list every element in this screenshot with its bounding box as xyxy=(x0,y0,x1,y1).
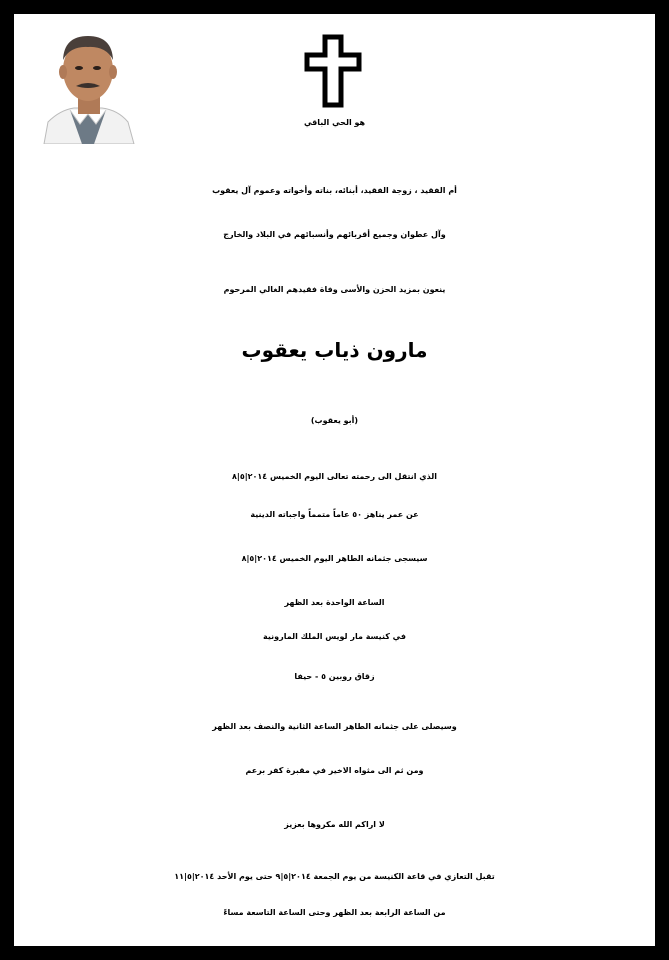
condolences-line-1: تقبل التعازي في قاعة الكنيسة من يوم الجمعة ٢٠١٤|٥|٩ حتى يوم الأحد ٢٠١٤|٥|١١ xyxy=(174,872,495,881)
deceased-name: مارون ذياب يعقوب xyxy=(241,338,428,362)
burial-line: ومن ثم الى مثواه الاخير في مقبرة كفر برعم xyxy=(245,766,424,775)
detail-line-2: عن عمر يناهز ٥٠ عاماً متمماً واجباته الدينية xyxy=(250,510,419,519)
condolences-line-2: من الساعة الرابعة بعد الظهر وحتى الساعة التاسعة مساءً xyxy=(223,908,446,917)
obituary-notice xyxy=(14,14,655,946)
header-text: هو الحي الباقي xyxy=(303,118,366,127)
prayer-line: وسيصلى على جثمانه الطاهر الساعة الثانية والنصف بعد الظهر xyxy=(212,722,457,731)
deceased-nickname: (أبو يعقوب) xyxy=(310,416,359,425)
detail-line-4: الساعة الواحدة بعد الظهر xyxy=(284,598,385,607)
detail-line-1: الذي انتقل الى رحمته تعالى اليوم الخميس ٢٠١٤|٥|٨ xyxy=(232,472,437,481)
intro-line-2: وآل عطوان وجميع أقربائهم وأنسبائهم في البلاد والخارج xyxy=(223,230,446,239)
intro-line-1: أم الفقيد ، زوجة الفقيد، أبنائه، بناته وأخواته وعموم آل يعقوب xyxy=(212,186,457,195)
address-line: زقاق روبين ٥ - حيفا xyxy=(294,672,375,681)
intro-line-3: ينعون بمزيد الحزن والأسى وفاة فقيدهم الغالي المرحوم xyxy=(223,285,446,294)
cross-icon xyxy=(304,34,362,108)
detail-line-3: سيسجى جثمانه الطاهر اليوم الخميس ٢٠١٤|٥|٨ xyxy=(241,554,428,563)
closing-line: لا اراكم الله مكروها بعزيز xyxy=(284,820,385,829)
church-line: في كنيسة مار لويس الملك المارونية xyxy=(263,632,406,641)
